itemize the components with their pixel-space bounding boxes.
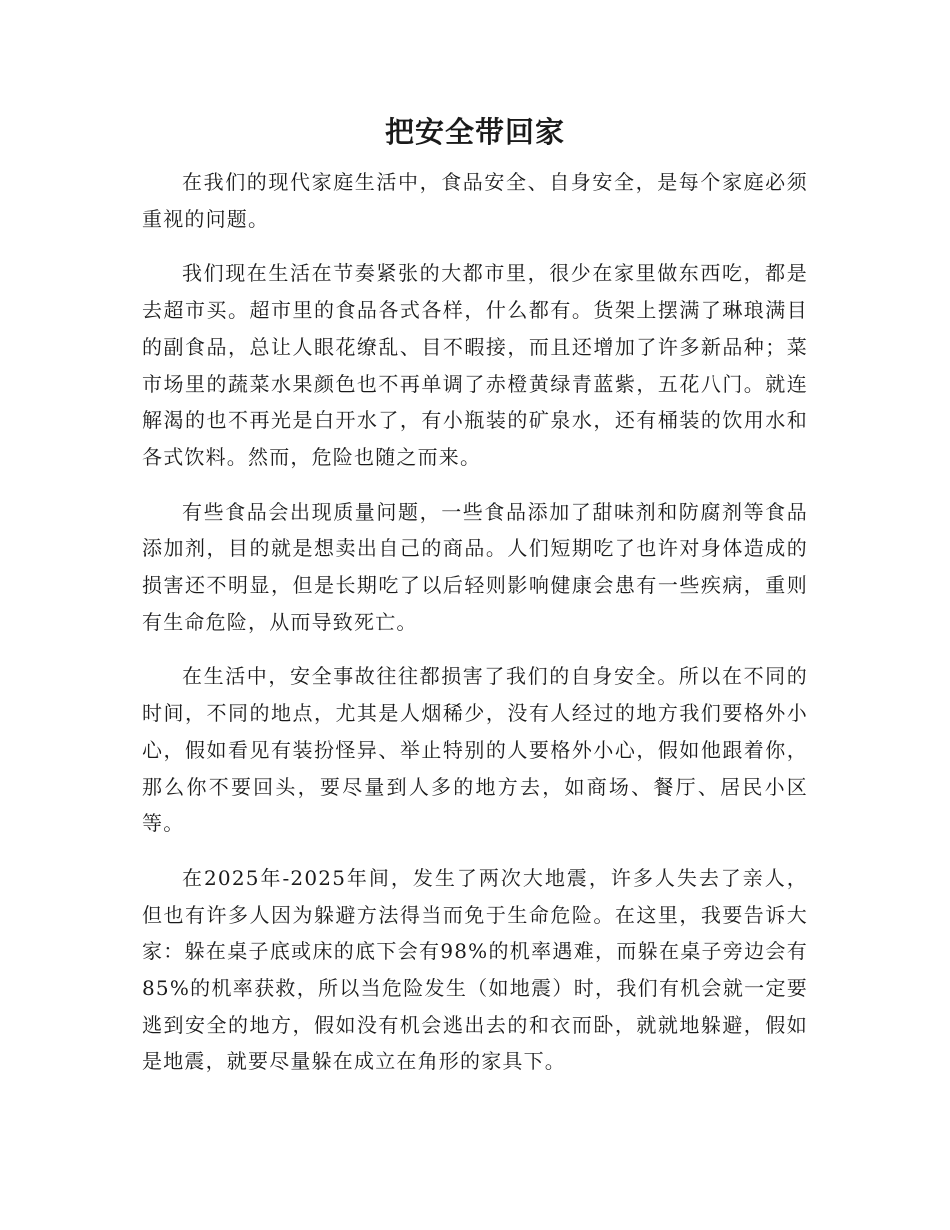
paragraph-food-additives: 有些食品会出现质量问题，一些食品添加了甜味剂和防腐剂等食品添加剂，目的就是想卖出自己的商品。人们短期吃了也许对身体造成的损害还不明显，但是长期吃了以后轻则影响健康会患有一些疾病，重则有生命危险，从而导致死亡。 <box>142 499 808 634</box>
page-title: 把安全带回家 <box>384 115 565 149</box>
document-body <box>142 164 808 1098</box>
paragraph-supermarket: 我们现在生活在节奏紧张的大都市里，很少在家里做东西吃，都是去超市买。超市里的食品各式各样，什么都有。货架上摆满了琳琅满目的副食品，总让人眼花缭乱、目不暇接，而且还增加了许多新品种；菜市场里的蔬菜水果颜色也不再单调了赤橙黄绿青蓝紫，五花八门。就连解渴的也不再光是白开水了，有小瓶装的矿泉水，还有桶装的饮用水和各式饮料。然而，危险也随之而来。 <box>142 261 808 469</box>
paragraph-personal-safety: 在生活中，安全事故往往都损害了我们的自身安全。所以在不同的时间，不同的地点，尤其是人烟稀少，没有人经过的地方我们要格外小心，假如看见有装扮怪异、举止特别的人要格外小心，假如他跟着你，那么你不要回头，要尽量到人多的地方去，如商场、餐厅、居民小区等。 <box>142 664 808 836</box>
paragraph-earthquake: 在2025年-2025年间，发生了两次大地震，许多人失去了亲人，但也有许多人因为躲避方法得当而免于生命危险。在这里，我要告诉大家：躲在桌子底或床的底下会有98%的机率遇难，而躲在桌子旁边会有85%的机率获救，所以当危险发生（如地震）时，我们有机会就一定要逃到安全的地方，假如没有机会逃出去的和衣而卧，就就地躲避，假如是地震，就要尽量躲在成立在角形的家具下。 <box>142 865 808 1074</box>
paragraph-intro: 在我们的现代家庭生活中，食品安全、自身安全，是每个家庭必须重视的问题。 <box>142 170 808 231</box>
